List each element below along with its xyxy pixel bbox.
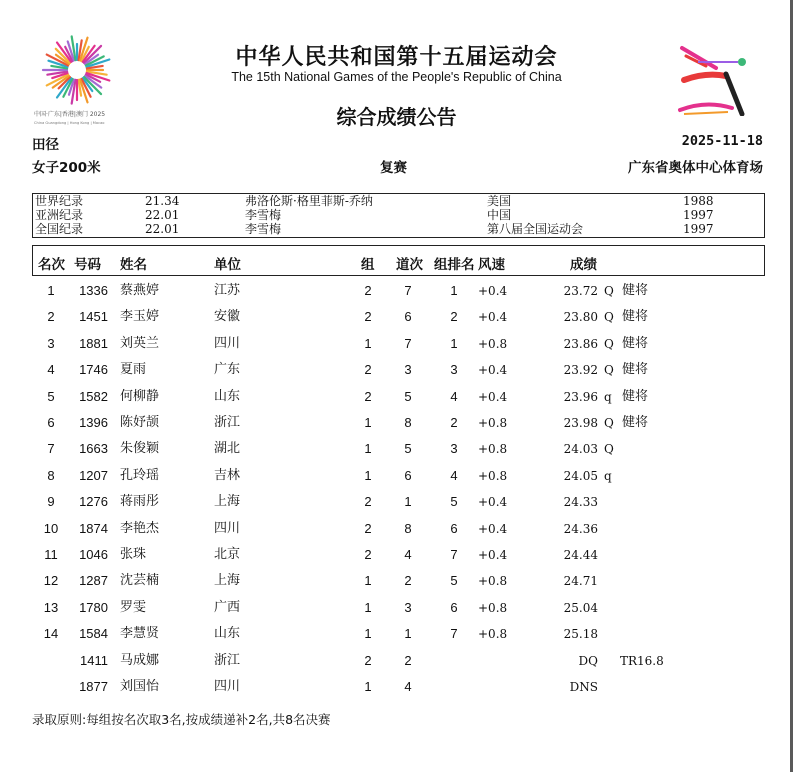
page-title-english: The 15th National Games of the People's Republic of China (231, 70, 562, 84)
record-holder: 李雪梅 (245, 222, 282, 236)
event-name: 女子200米 (32, 160, 101, 176)
rank-cell: 1 (47, 283, 55, 298)
table-row (0, 439, 793, 465)
qualifier-cell: Q (604, 442, 614, 457)
group-cell: 1 (364, 467, 372, 483)
logo-caption-english: China Guangdong | Hong Kong | Macao (34, 121, 105, 125)
qualification-rule: 录取原则:每组按名次取3名,按成绩递补2名,共8名决赛 (32, 712, 331, 727)
grade-cell: 健将 (622, 362, 649, 378)
team-cell: 上海 (214, 494, 241, 510)
group-rank-cell: 6 (450, 520, 458, 536)
venue-name: 广东省奥体中心体育场 (628, 160, 763, 176)
team-cell: 山东 (214, 388, 241, 404)
group-cell: 2 (364, 309, 372, 325)
group-cell: 1 (364, 335, 372, 351)
bib-cell: 1207 (79, 467, 108, 483)
group-cell: 2 (364, 494, 372, 510)
rank-cell: 8 (47, 467, 55, 483)
record-year: 1997 (683, 222, 714, 236)
col-group-rank-header: 组排名 (434, 257, 475, 273)
rank-cell: 5 (47, 388, 55, 404)
result-cell: 24.03 (563, 442, 598, 457)
record-holder: 李雪梅 (245, 208, 282, 222)
record-mark: 21.34 (145, 194, 180, 208)
record-team: 第八届全国运动会 (487, 222, 584, 236)
record-type: 亚洲纪录 (35, 208, 84, 222)
group-cell: 1 (364, 626, 372, 642)
col-rank-header: 名次 (38, 257, 65, 273)
table-row (0, 651, 793, 677)
group-rank-cell: 3 (450, 441, 458, 457)
result-cell: 24.33 (563, 495, 598, 510)
name-cell: 孔玲瑶 (120, 467, 160, 483)
name-cell: 夏雨 (120, 362, 147, 378)
bib-cell: 1046 (79, 547, 108, 562)
table-row (0, 571, 793, 597)
table-row (0, 545, 793, 571)
name-cell: 朱俊颖 (120, 441, 160, 457)
name-cell: 马成娜 (120, 652, 160, 668)
logo-caption: 中国·广东|香港|澳门 2025 (34, 111, 106, 118)
group-rank-cell: 6 (450, 599, 458, 615)
group-cell: 1 (364, 441, 372, 457)
grade-cell: 健将 (622, 388, 649, 404)
col-team-header: 单位 (214, 257, 241, 273)
name-cell: 蔡燕婷 (120, 283, 160, 298)
wind-cell: +0.8 (478, 468, 508, 483)
group-rank-cell: 4 (450, 467, 458, 483)
qualifier-cell: Q (604, 336, 614, 351)
team-cell: 四川 (214, 335, 241, 351)
bib-cell: 1396 (79, 415, 108, 430)
record-year: 1988 (683, 194, 714, 208)
rank-cell: 2 (47, 309, 55, 325)
record-mark: 22.01 (145, 222, 180, 236)
group-cell: 2 (364, 547, 372, 562)
table-row (0, 281, 793, 307)
rank-cell: 9 (47, 494, 55, 510)
lane-cell: 3 (404, 362, 412, 378)
wind-cell: +0.4 (478, 389, 508, 404)
team-cell: 四川 (214, 520, 241, 536)
bib-cell: 1881 (79, 335, 108, 351)
result-cell: 24.71 (563, 574, 598, 589)
bib-cell: 1877 (79, 679, 108, 694)
table-row (0, 334, 793, 360)
lane-cell: 8 (404, 520, 412, 536)
wind-cell: +0.8 (478, 416, 508, 430)
lane-cell: 8 (404, 415, 412, 430)
table-row (0, 360, 793, 386)
group-rank-cell: 2 (450, 415, 458, 430)
group-rank-cell: 2 (450, 309, 458, 325)
bib-cell: 1584 (79, 626, 108, 642)
group-rank-cell: 3 (450, 362, 458, 378)
name-cell: 刘国怡 (120, 679, 160, 694)
qualifier-cell: Q (604, 363, 614, 378)
group-rank-cell: 5 (450, 494, 458, 510)
records-box (32, 193, 765, 238)
wind-cell: +0.4 (478, 284, 508, 298)
report-subtitle: 综合成绩公告 (336, 105, 457, 129)
wind-cell: +0.8 (478, 574, 508, 589)
grade-cell: 健将 (622, 283, 649, 298)
wind-cell: +0.4 (478, 363, 508, 378)
group-cell: 1 (364, 415, 372, 430)
team-cell: 上海 (214, 573, 241, 589)
qualifier-cell: q (604, 389, 612, 404)
result-cell: 23.96 (563, 389, 598, 404)
rank-cell: 4 (47, 362, 55, 378)
bib-cell: 1780 (79, 599, 108, 615)
round-name: 复赛 (380, 160, 407, 176)
lane-cell: 6 (404, 309, 412, 325)
wind-cell: +0.4 (478, 495, 508, 510)
result-cell: 23.86 (563, 336, 598, 351)
team-cell: 山东 (214, 626, 241, 642)
team-cell: 浙江 (214, 415, 241, 430)
group-cell: 2 (364, 520, 372, 536)
name-cell: 蒋雨彤 (120, 494, 160, 510)
sport-label: 田径 (32, 137, 59, 153)
lane-cell: 6 (404, 467, 412, 483)
wind-cell: +0.8 (478, 627, 508, 642)
team-cell: 四川 (214, 679, 241, 694)
team-cell: 江苏 (214, 283, 241, 298)
team-cell: 湖北 (214, 441, 241, 457)
group-rank-cell: 5 (450, 573, 458, 589)
record-type: 全国纪录 (35, 222, 84, 236)
lane-cell: 3 (404, 599, 412, 615)
name-cell: 刘英兰 (120, 335, 160, 351)
group-cell: 2 (364, 362, 372, 378)
group-rank-cell: 7 (450, 547, 458, 562)
result-cell: 24.36 (563, 521, 598, 536)
table-row (0, 387, 793, 413)
rank-cell: 11 (44, 547, 58, 562)
team-cell: 北京 (214, 547, 241, 562)
record-row (33, 194, 764, 209)
qualifier-cell: q (604, 468, 612, 483)
lane-cell: 7 (404, 283, 412, 298)
lane-cell: 1 (404, 494, 412, 510)
result-cell: DQ (578, 653, 598, 668)
bib-cell: 1276 (79, 494, 108, 510)
grade-cell: 健将 (622, 335, 649, 351)
grade-cell: 健将 (622, 309, 649, 325)
col-wind-header: 风速 (478, 257, 505, 273)
rank-cell: 7 (47, 441, 55, 457)
qualifier-cell: Q (604, 284, 614, 298)
team-cell: 安徽 (214, 309, 241, 325)
record-row (33, 222, 764, 237)
group-cell: 2 (364, 283, 372, 298)
col-name-header: 姓名 (120, 257, 147, 273)
name-cell: 张珠 (120, 547, 147, 562)
lane-cell: 2 (404, 652, 412, 668)
col-bib-header: 号码 (74, 257, 101, 273)
lane-cell: 5 (404, 441, 412, 457)
lane-cell: 5 (404, 388, 412, 404)
record-year: 1997 (683, 208, 714, 222)
lane-cell: 7 (404, 335, 412, 351)
remark-cell: TR16.8 (620, 653, 664, 668)
record-type: 世界纪录 (35, 194, 84, 208)
lane-cell: 2 (404, 573, 412, 589)
name-cell: 沈芸楠 (120, 573, 160, 589)
result-cell: 25.18 (563, 627, 598, 642)
bib-cell: 1663 (79, 441, 108, 457)
result-cell: 23.80 (563, 310, 598, 325)
rank-cell: 6 (47, 415, 55, 430)
group-cell: 1 (364, 599, 372, 615)
col-result-header: 成绩 (570, 257, 597, 273)
table-row (0, 492, 793, 518)
result-cell: 24.05 (563, 468, 598, 483)
bib-cell: 1411 (80, 652, 108, 668)
result-cell: 23.92 (563, 363, 598, 378)
bib-cell: 1746 (79, 362, 108, 378)
bib-cell: 1874 (79, 520, 108, 536)
table-row (0, 307, 793, 333)
report-date: 2025-11-18 (681, 133, 763, 149)
table-row (0, 413, 793, 439)
result-cell: 23.72 (563, 284, 598, 298)
bib-cell: 1582 (79, 388, 108, 404)
record-team: 美国 (487, 194, 512, 208)
rank-cell: 10 (43, 520, 59, 536)
bib-cell: 1287 (79, 573, 108, 589)
table-row (0, 677, 793, 703)
result-cell: 25.04 (563, 600, 598, 615)
qualifier-cell: Q (604, 310, 614, 325)
result-cell: 23.98 (563, 416, 598, 430)
wind-cell: +0.8 (478, 336, 508, 351)
wind-cell: +0.4 (478, 521, 508, 536)
table-row (0, 519, 793, 545)
qualifier-cell: Q (604, 416, 614, 430)
bib-cell: 1451 (79, 309, 108, 325)
name-cell: 李玉婷 (120, 309, 160, 325)
record-row (33, 208, 764, 223)
rank-cell: 12 (43, 573, 59, 589)
group-cell: 1 (364, 573, 372, 589)
wind-cell: +0.4 (478, 310, 508, 325)
grade-cell: 健将 (622, 415, 649, 430)
table-row (0, 466, 793, 492)
rank-cell: 3 (47, 335, 55, 351)
team-cell: 吉林 (214, 467, 241, 483)
group-rank-cell: 7 (450, 626, 458, 642)
group-cell: 2 (364, 388, 372, 404)
result-cell: DNS (569, 680, 598, 694)
wind-cell: +0.8 (478, 600, 508, 615)
col-group-header: 组 (361, 257, 375, 273)
lane-cell: 4 (404, 547, 412, 562)
group-rank-cell: 4 (450, 388, 458, 404)
record-holder: 弗洛伦斯·格里菲斯-乔纳 (245, 194, 373, 208)
record-mark: 22.01 (145, 208, 180, 222)
team-cell: 广东 (214, 362, 241, 378)
rank-cell: 13 (43, 599, 59, 615)
name-cell: 罗雯 (120, 599, 147, 615)
page-title: 中华人民共和国第十五届运动会 (235, 45, 558, 70)
team-cell: 浙江 (214, 652, 241, 668)
name-cell: 李艳杰 (120, 520, 160, 536)
team-cell: 广西 (214, 599, 241, 615)
bib-cell: 1336 (79, 283, 108, 298)
result-cell: 24.44 (563, 548, 598, 562)
name-cell: 李慧贤 (120, 626, 160, 642)
lane-cell: 1 (404, 626, 412, 642)
name-cell: 陈妤颉 (120, 415, 160, 430)
table-row (0, 598, 793, 624)
col-lane-header: 道次 (396, 257, 423, 273)
lane-cell: 4 (404, 679, 412, 694)
record-team: 中国 (487, 208, 512, 222)
wind-cell: +0.4 (478, 548, 508, 562)
group-cell: 1 (364, 679, 372, 694)
group-rank-cell: 1 (450, 283, 458, 298)
name-cell: 何柳静 (120, 388, 160, 404)
table-row (0, 624, 793, 650)
group-rank-cell: 1 (450, 335, 458, 351)
rank-cell: 14 (43, 626, 59, 642)
wind-cell: +0.8 (478, 442, 508, 457)
group-cell: 2 (364, 652, 372, 668)
